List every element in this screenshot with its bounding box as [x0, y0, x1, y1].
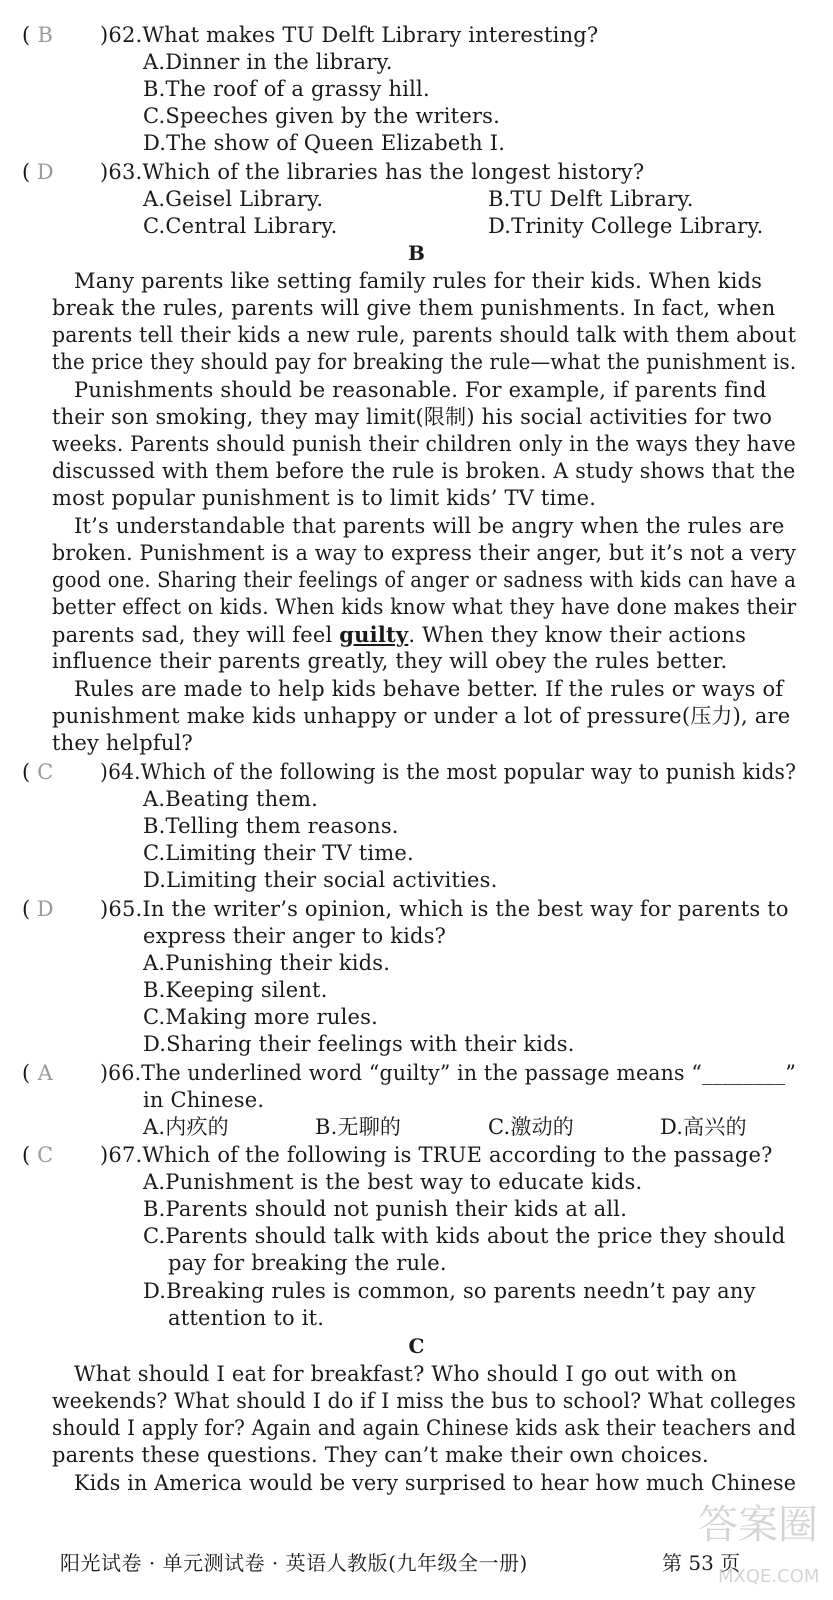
guilty-pre: parents sad, they will feel: [52, 623, 340, 647]
passage-b-line: break the rules, parents will give them punishments. In fact, when: [52, 296, 776, 320]
question-65-stem: )65.In the writer’s opinion, which is the best way for parents to: [100, 897, 789, 921]
q63-option-a: A.Geisel Library.: [143, 187, 324, 211]
answer-66: A: [37, 1061, 53, 1085]
answer-63: D: [36, 160, 54, 184]
q67-option-a: A.Punishment is the best way to educate kids.: [143, 1170, 643, 1194]
question-67-bracket: [22, 1142, 60, 1169]
q65-option-b: B.Keeping silent.: [143, 978, 328, 1002]
passage-b-line: broken. Punishment is a way to express their anger, but it’s not a very: [52, 541, 796, 565]
q66-option-c: C.激动的: [488, 1115, 574, 1139]
page-number: 第 53 页: [662, 1551, 741, 1575]
question-66-stem: )66.The underlined word “guilty” in the passage means “________”: [100, 1061, 796, 1085]
q67-option-d-cont: attention to it.: [168, 1306, 325, 1330]
underlined-word-guilty: guilty: [339, 622, 409, 647]
passage-b-line: they helpful?: [52, 731, 193, 755]
open-bracket: (: [22, 760, 31, 784]
answer-62: B: [37, 23, 53, 47]
q67-option-c-cont: pay for breaking the rule.: [168, 1251, 447, 1275]
q65-option-a: A.Punishing their kids.: [143, 951, 391, 975]
answer-64: C: [37, 760, 54, 784]
passage-c-line: Kids in America would be very surprised to hear how much Chinese: [74, 1471, 797, 1495]
passage-b-line: their son smoking, they may limit(限制) his social activities for two: [52, 405, 773, 429]
q66-option-b: B.无聊的: [315, 1115, 402, 1139]
question-66-stem-cont: in Chinese.: [143, 1088, 265, 1112]
question-63-bracket: [22, 159, 60, 186]
q62-option-a: A.Dinner in the library.: [143, 50, 393, 74]
passage-c-line: What should I eat for breakfast? Who should I go out with on: [74, 1362, 738, 1386]
q62-option-d: D.The show of Queen Elizabeth Ⅰ.: [143, 131, 506, 155]
q67-option-c: C.Parents should talk with kids about the price they should: [143, 1224, 786, 1248]
footer-title: 阳光试卷 · 单元测试卷 · 英语人教版(九年级全一册): [60, 1551, 528, 1575]
q64-option-b: B.Telling them reasons.: [143, 814, 399, 838]
open-bracket: (: [22, 897, 31, 921]
q66-option-a: A.内疚的: [143, 1115, 229, 1139]
question-65-stem-cont: express their anger to kids?: [143, 924, 447, 948]
question-67-stem: )67.Which of the following is TRUE according to the passage?: [100, 1143, 773, 1167]
open-bracket: (: [22, 160, 31, 184]
section-b-title: B: [408, 241, 425, 265]
passage-b-line: influence their parents greatly, they will obey the rules better.: [52, 649, 728, 673]
question-62-bracket: [22, 22, 60, 49]
q66-option-d: D.高兴的: [660, 1115, 747, 1139]
q65-option-c: C.Making more rules.: [143, 1005, 378, 1029]
q65-option-d: D.Sharing their feelings with their kids.: [143, 1032, 575, 1056]
q63-option-b: B.TU Delft Library.: [488, 187, 694, 211]
passage-b-line: good one. Sharing their feelings of anger or sadness with kids can have a: [52, 568, 797, 592]
open-bracket: (: [22, 1061, 31, 1085]
passage-b-line: most popular punishment is to limit kids’ TV time.: [52, 486, 597, 510]
question-64-bracket: [22, 759, 60, 786]
passage-b-line: discussed with them before the rule is broken. A study shows that the: [52, 459, 796, 483]
passage-b-line: Punishments should be reasonable. For example, if parents find: [74, 378, 767, 402]
answer-65: D: [36, 897, 54, 921]
watermark-logo: [690, 1484, 820, 1592]
passage-c-line: should I apply for? Again and again Chinese kids ask their teachers and: [52, 1416, 797, 1440]
passage-b-line: punishment make kids unhappy or under a lot of pressure(压力), are: [52, 704, 791, 728]
q67-option-d: D.Breaking rules is common, so parents needn’t pay any: [143, 1279, 756, 1303]
section-c-title: C: [408, 1334, 425, 1358]
open-bracket: (: [22, 1143, 31, 1167]
q64-option-d: D.Limiting their social activities.: [143, 868, 498, 892]
passage-b-line: Rules are made to help kids behave better. If the rules or ways of: [74, 677, 784, 701]
q63-option-c: C.Central Library.: [143, 214, 338, 238]
watermark-text: 答案圈: [698, 1502, 818, 1548]
question-66-bracket: [22, 1060, 60, 1087]
q62-option-c: C.Speeches given by the writers.: [143, 104, 501, 128]
passage-b-line: Many parents like setting family rules for their kids. When kids: [74, 269, 763, 293]
passage-c-line: parents these questions. They can’t make their own choices.: [52, 1443, 709, 1467]
passage-b-line: better effect on kids. When kids know what they have done makes their: [52, 595, 797, 619]
q62-option-b: B.The roof of a grassy hill.: [143, 77, 430, 101]
answer-67: C: [37, 1143, 54, 1167]
passage-c-line: weekends? What should I do if I miss the bus to school? What colleges: [52, 1389, 797, 1413]
question-62-stem: )62.What makes TU Delft Library interesting?: [100, 23, 599, 47]
q64-option-c: C.Limiting their TV time.: [143, 841, 414, 865]
q63-option-d: D.Trinity College Library.: [488, 214, 764, 238]
question-63-stem: )63.Which of the libraries has the longest history?: [100, 160, 645, 184]
passage-b-line: It’s understandable that parents will be angry when the rules are: [74, 514, 785, 538]
question-64-stem: )64.Which of the following is the most popular way to punish kids?: [100, 760, 797, 784]
guilty-post: . When they know their actions: [408, 623, 747, 647]
passage-b-guilty-line: [52, 621, 746, 648]
passage-b-line: weeks. Parents should punish their children only in the ways they have: [52, 432, 796, 456]
q67-option-b: B.Parents should not punish their kids at all.: [143, 1197, 628, 1221]
passage-b-line: the price they should pay for breaking the rule—what the punishment is.: [52, 350, 797, 374]
watermark-sub: MXQE.COM: [718, 1566, 820, 1587]
q64-option-a: A.Beating them.: [143, 787, 318, 811]
open-bracket: (: [22, 23, 31, 47]
passage-b-line: parents tell their kids a new rule, parents should talk with them about: [52, 323, 797, 347]
question-65-bracket: [22, 896, 60, 923]
